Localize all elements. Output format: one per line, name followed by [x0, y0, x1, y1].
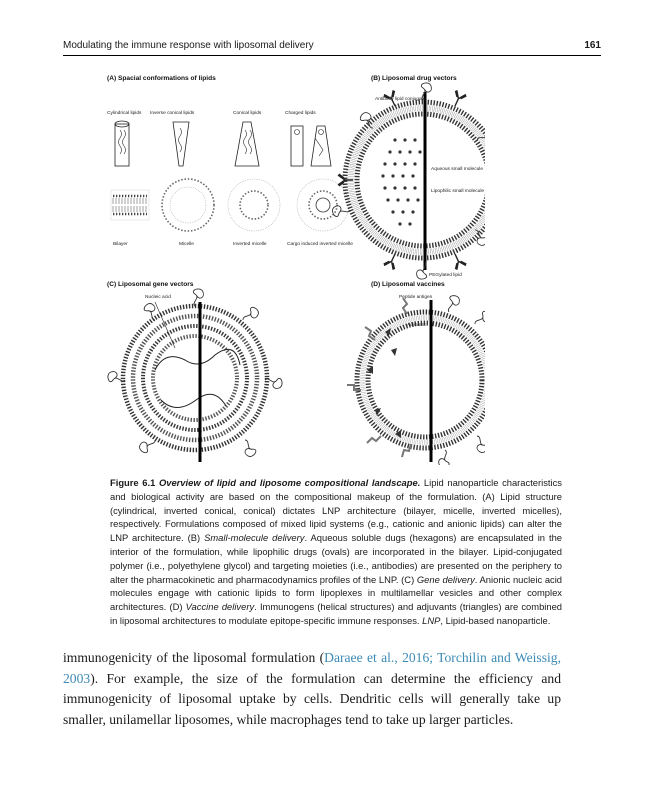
label-cargo-micelle: Cargo induced inverted micelle	[287, 242, 353, 247]
label-peptide-antigen: Peptide antigen	[399, 295, 433, 300]
label-bilayer: Bilayer	[113, 242, 128, 247]
panel-a-label-0: Cylindrical lipids	[107, 111, 142, 116]
label-antibody-lipid: Antibody lipid conjugate	[375, 97, 426, 102]
citation-link[interactable]: Daraee et al., 2016; Torchilin and Weissig, 2003	[63, 650, 561, 686]
label-aqueous-small-molecule: Aqueous small molecule	[431, 167, 483, 172]
panel-a-title: (A) Spacial conformations of lipids	[107, 75, 216, 82]
caption-text-3: . Anionic nucleic acid molecules engage with cationic lipids to form lipoplexes in multilamellar vesicles and other complex architectures. (D)	[110, 573, 563, 613]
aqueous-drug-dots	[381, 138, 421, 225]
caption-text-4: . Immunogens (helical structures) and adjuvants (triangles) are combined in liposomal architectures to modulate epitope-specific immune responses.	[110, 601, 563, 626]
charged-lipid-shapes	[291, 126, 331, 166]
cylindrical-lipid-shape	[115, 121, 129, 166]
caption-abbr: LNP	[422, 614, 441, 626]
page-number: 161	[584, 40, 601, 51]
caption-text-2: . Aqueous soluble dugs (hexagons) are encapsulated in the interior of the formulation, while lipophilic drugs (ovals) are incorporated in the bilayer. Lipid-conjugated polymer (i.e., polyethylene glycol) and targeting moieties (i.e., antibodies) are presented on the periphery to alter the pharmacokinetic and pharmacodynamics profiles of the LNP. (C)	[110, 532, 562, 585]
caption-term-gene: Gene delivery	[416, 573, 475, 585]
label-nucleic-acid: Nucleic acid	[145, 295, 171, 300]
panel-d	[347, 281, 485, 465]
running-title: Modulating the immune response with liposomal delivery	[63, 40, 314, 51]
figure-6-1	[95, 70, 485, 465]
caption-title: Overview of lipid and liposome compositional landscape.	[158, 477, 421, 488]
panel-b	[331, 75, 485, 279]
label-micelle: Micelle	[179, 242, 194, 247]
panel-c-title: (C) Liposomal gene vectors	[107, 281, 194, 288]
header-rule	[63, 55, 601, 56]
caption-text-1: Lipid nanoparticle characteristics and biological activity are based on the compositional makeup of the formulation. (A) Lipid structure (cylindrical, inverted conical, conical) dictates LNP architecture (bilayer, micelle, inverted micelles), respectively. Formulations composed of mixed lipid systems (e.g., cationic and anionic lipids) can alter the LNP architecture. (B)	[110, 477, 562, 544]
caption-term-small-molecule: Small-molecule delivery	[204, 532, 305, 544]
body-paragraph	[63, 648, 561, 730]
figure-caption	[110, 476, 562, 628]
body-text-2: ). For example, the size of the formulation can determine the efficiency and immunogenicity of liposomal uptake by cells. Dendritic cells will generally take up smaller, unilamellar liposomes, while macrophages tend to take up larger particles.	[63, 670, 561, 727]
panel-a	[107, 75, 353, 247]
panel-b-title: (B) Liposomal drug vectors	[371, 75, 457, 82]
panel-a-label-2: Conical lipids	[233, 111, 262, 116]
label-adjuvant: Adjuvant	[407, 323, 426, 328]
caption-label: Figure 6.1	[110, 477, 156, 488]
running-head	[63, 40, 601, 54]
caption-abbr-def: , Lipid-based nanoparticle.	[440, 614, 551, 626]
panel-d-title: (D) Liposomal vaccines	[371, 281, 445, 288]
micelle-diagram	[162, 179, 214, 231]
peptide-antigens	[347, 298, 411, 457]
body-text-1: immunogenicity of the liposomal formulation (	[63, 650, 325, 665]
label-lipophilic-small-molecule: Lipophilic small molecule	[431, 189, 485, 194]
cargo-induced-inverted-micelle-diagram	[297, 179, 349, 231]
conical-lipid-shape	[235, 122, 259, 166]
label-pegylated-lipid: PEGylated lipid	[429, 273, 462, 278]
inverse-conical-lipid-shape	[173, 122, 189, 166]
inverted-micelle-diagram	[228, 179, 280, 231]
panel-c	[107, 281, 282, 462]
bilayer-diagram	[111, 190, 149, 220]
caption-term-vaccine: Vaccine delivery	[185, 601, 255, 613]
panel-a-label-1: Inverse conical lipids	[150, 111, 195, 116]
label-inverted-micelle: Inverted micelle	[233, 242, 267, 247]
panel-a-label-3: Charged lipids	[285, 111, 316, 116]
